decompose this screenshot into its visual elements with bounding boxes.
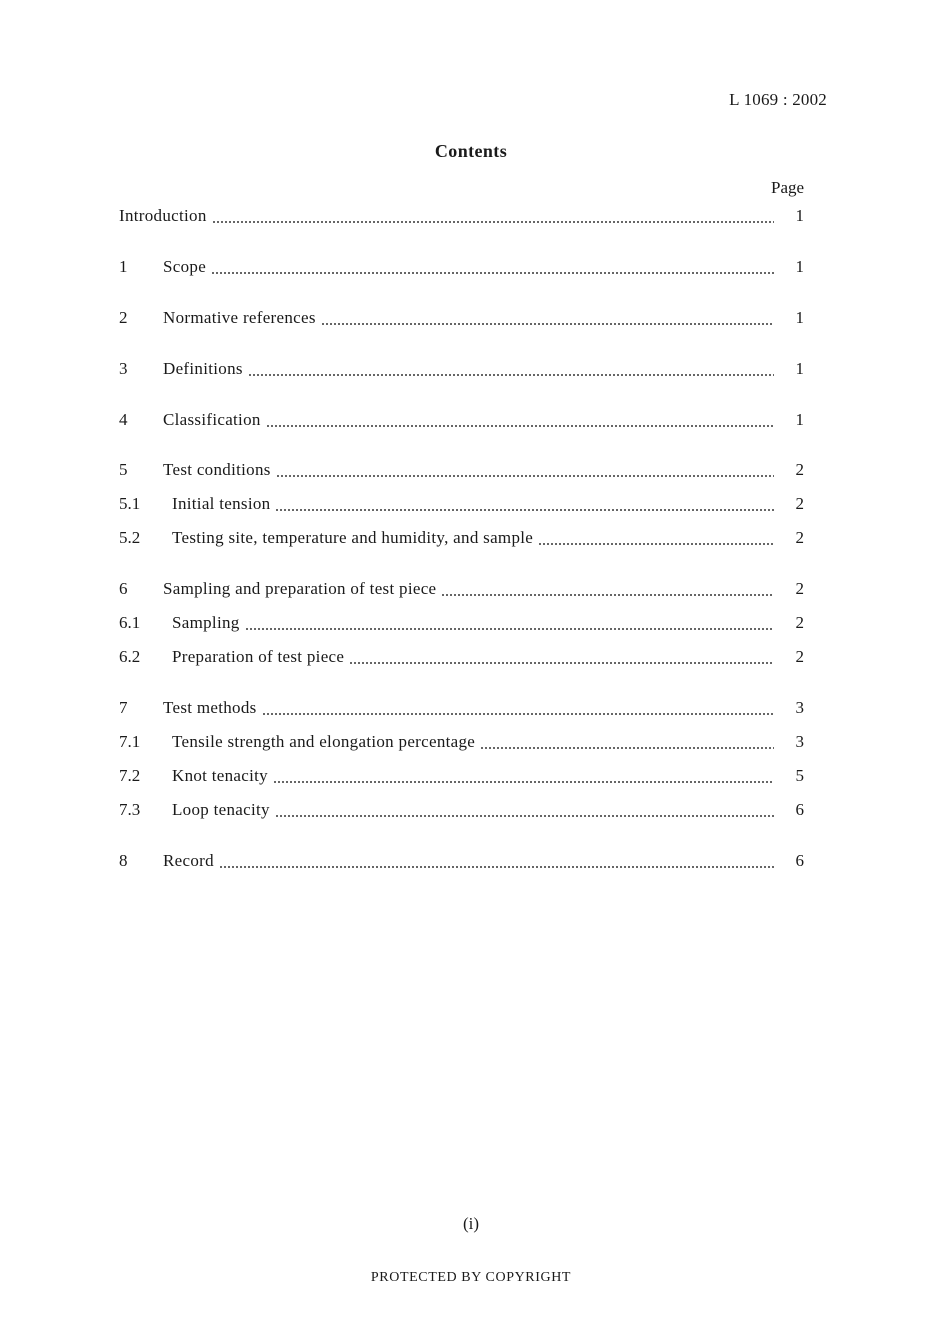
- toc-entry-page: 6: [795, 851, 804, 870]
- toc-entry-number: 5.2: [119, 528, 141, 547]
- toc-entry-page: 2: [795, 647, 804, 666]
- toc-entry-page: 2: [795, 579, 804, 598]
- toc-entry-title: Preparation of test piece: [172, 647, 345, 666]
- toc-leader-dots: [245, 612, 774, 634]
- toc-entry-introduction[interactable]: [119, 205, 814, 227]
- toc-leader-dots: [321, 307, 774, 329]
- toc-leader-dots: [441, 578, 774, 600]
- toc-leader-dots: [275, 799, 774, 821]
- toc-entry-loop-tenacity[interactable]: [119, 799, 814, 821]
- toc-entry-tensile-strength[interactable]: [119, 731, 814, 753]
- toc-leader-dots: [212, 205, 774, 227]
- toc-entry-testing-site[interactable]: [119, 527, 814, 549]
- toc-entry-page: 2: [795, 528, 804, 547]
- toc-leader-dots: [276, 459, 774, 481]
- toc-entry-preparation-of-test-piece[interactable]: [119, 646, 814, 668]
- toc-entry-page: 1: [795, 206, 804, 225]
- toc-entry-knot-tenacity[interactable]: [119, 765, 814, 787]
- footer-page-number: (i): [462, 1214, 480, 1233]
- toc-entry-test-conditions[interactable]: [119, 459, 814, 481]
- toc-entry-sampling-and-preparation[interactable]: [119, 578, 814, 600]
- toc-entry-page: 2: [795, 613, 804, 632]
- toc-entry-title: Scope: [163, 257, 207, 276]
- toc-entry-page: 6: [795, 800, 804, 819]
- contents-title: Contents: [434, 141, 508, 161]
- toc-entry-title: Sampling: [172, 613, 240, 632]
- toc-entry-number: 7.3: [119, 800, 141, 819]
- toc-entry-number: 6.1: [119, 613, 141, 632]
- toc-entry-sampling[interactable]: [119, 612, 814, 634]
- toc-entry-page: 3: [795, 732, 804, 751]
- toc-entry-number: 7.1: [119, 732, 141, 751]
- toc-leader-dots: [211, 256, 774, 278]
- toc-entry-title: Loop tenacity: [172, 800, 270, 819]
- toc-entry-page: 2: [795, 460, 804, 479]
- toc-entry-title: Tensile strength and elongation percentage: [172, 732, 476, 751]
- toc-entry-title: Test methods: [163, 698, 257, 717]
- toc-leader-dots: [262, 697, 774, 719]
- toc-entry-title: Knot tenacity: [172, 766, 268, 785]
- toc-entry-number: 3: [119, 359, 128, 378]
- page-column-header: Page: [771, 178, 805, 197]
- toc-leader-dots: [219, 850, 774, 872]
- toc-entry-page: 1: [795, 308, 804, 327]
- toc-entry-number: 2: [119, 308, 128, 327]
- toc-entry-page: 1: [795, 257, 804, 276]
- toc-entry-page: 1: [795, 359, 804, 378]
- toc-entry-test-methods[interactable]: [119, 697, 814, 719]
- toc-leader-dots: [349, 646, 774, 668]
- toc-entry-classification[interactable]: [119, 409, 814, 431]
- toc-entry-title: Test conditions: [163, 460, 271, 479]
- toc-entry-normative-references[interactable]: [119, 307, 814, 329]
- toc-entry-title: Normative references: [163, 308, 316, 327]
- toc-entry-title: Introduction: [119, 206, 207, 225]
- toc-entry-scope[interactable]: [119, 256, 814, 278]
- toc-entry-number: 1: [119, 257, 128, 276]
- toc-entry-title: Sampling and preparation of test piece: [163, 579, 437, 598]
- toc-entry-initial-tension[interactable]: [119, 493, 814, 515]
- toc-entry-page: 2: [795, 494, 804, 513]
- toc-entry-definitions[interactable]: [119, 358, 814, 380]
- toc-entry-number: 6.2: [119, 647, 141, 666]
- toc-entry-page: 3: [795, 698, 804, 717]
- toc-leader-dots: [248, 358, 774, 380]
- toc-entry-number: 7.2: [119, 766, 141, 785]
- toc-entry-page: 5: [795, 766, 804, 785]
- toc-entry-number: 8: [119, 851, 128, 870]
- toc-entry-number: 4: [119, 410, 128, 429]
- toc-entry-number: 5: [119, 460, 128, 479]
- toc-entry-number: 7: [119, 698, 128, 717]
- footer-copyright: PROTECTED BY COPYRIGHT: [370, 1270, 572, 1285]
- document-id: L 1069 : 2002: [729, 90, 827, 109]
- toc-entry-title: Testing site, temperature and humidity, and sample: [172, 528, 534, 547]
- toc-entry-title: Classification: [163, 410, 261, 429]
- toc-leader-dots: [480, 731, 774, 753]
- toc-entry-title: Definitions: [163, 359, 243, 378]
- toc-leader-dots: [266, 409, 774, 431]
- toc-entry-title: Record: [163, 851, 214, 870]
- toc-entry-number: 6: [119, 579, 128, 598]
- toc-entry-title: Initial tension: [172, 494, 271, 513]
- toc-leader-dots: [538, 527, 774, 549]
- toc-entry-number: 5.1: [119, 494, 141, 513]
- toc-entry-page: 1: [795, 410, 804, 429]
- toc-leader-dots: [275, 493, 774, 515]
- toc-leader-dots: [273, 765, 774, 787]
- toc-entry-record[interactable]: [119, 850, 814, 872]
